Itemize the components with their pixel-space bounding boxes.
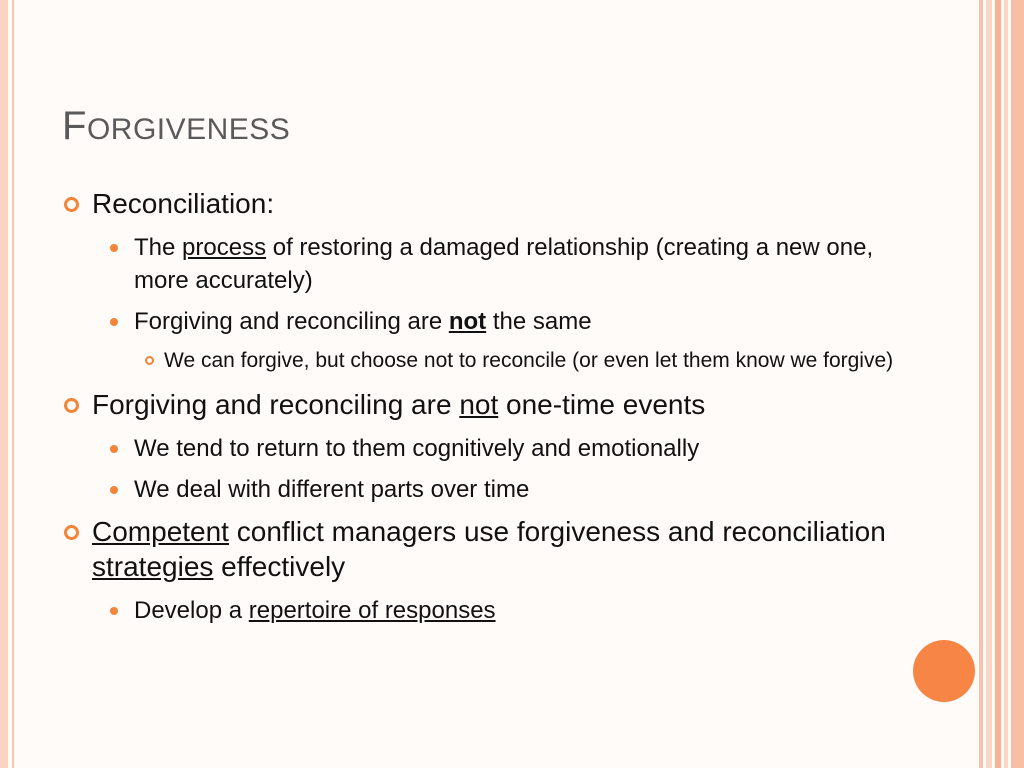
- bullet-text: the same: [486, 308, 592, 335]
- bullet-level1: [62, 387, 912, 422]
- dot-bullet-icon: [110, 318, 118, 326]
- bullet-text: We can forgive, but choose not to reconcile (or even let them know we forgive): [164, 349, 894, 372]
- underlined-term: strategies: [92, 551, 214, 582]
- bullet-text: conflict managers use forgiveness and reconciliation: [228, 516, 886, 547]
- dot-bullet-icon: [110, 244, 118, 252]
- ring-bullet-icon: [145, 356, 154, 365]
- dot-bullet-icon: [110, 445, 118, 453]
- bullet-level2: [62, 305, 912, 338]
- bullet-text: effectively: [213, 551, 346, 582]
- bullet-level2: [62, 594, 912, 627]
- bullet-text: of restoring a damaged relationship (creating a new one, more accurately): [134, 234, 874, 294]
- slide-content: [62, 186, 912, 635]
- bullet-text: Forgiving and reconciling are: [134, 308, 449, 335]
- bullet-level1: [62, 514, 912, 584]
- ring-bullet-icon: [64, 197, 79, 212]
- bullet-level2: [62, 432, 912, 465]
- left-border: [0, 0, 8, 768]
- right-border-band: [986, 0, 992, 768]
- underlined-term: repertoire of responses: [248, 597, 496, 624]
- ring-bullet-icon: [64, 398, 79, 413]
- bullet-text: Forgiving and reconciling are: [92, 389, 460, 420]
- bullet-text: We deal with different parts over time: [134, 476, 530, 503]
- ring-bullet-icon: [64, 525, 79, 540]
- title-rest: ORGIVENESS: [86, 113, 291, 146]
- bullet-text: one-time events: [498, 389, 706, 420]
- emphasis-not: not: [448, 308, 487, 335]
- right-border-band: [995, 0, 1001, 768]
- bullet-text: We tend to return to them cognitively and emotionally: [134, 435, 700, 462]
- slide-title: [62, 104, 290, 149]
- decorative-circle: [913, 640, 975, 702]
- bullet-level2: [62, 473, 912, 506]
- bullet-level1: [62, 186, 912, 221]
- underlined-term: Competent: [92, 516, 229, 547]
- bullet-text: Develop a: [134, 597, 249, 624]
- bullet-level2: [62, 231, 912, 297]
- dot-bullet-icon: [110, 486, 118, 494]
- bullet-level3: [62, 346, 912, 375]
- title-initial: F: [62, 104, 87, 148]
- right-border-band: [1011, 0, 1024, 768]
- underlined-term: process: [182, 234, 267, 261]
- bullet-text: Reconciliation:: [92, 188, 275, 219]
- right-border-band: [979, 0, 983, 768]
- underlined-term: not: [459, 389, 499, 420]
- left-border-line: [12, 0, 14, 768]
- dot-bullet-icon: [110, 607, 118, 615]
- right-border-band: [1004, 0, 1008, 768]
- bullet-text: The: [134, 234, 183, 261]
